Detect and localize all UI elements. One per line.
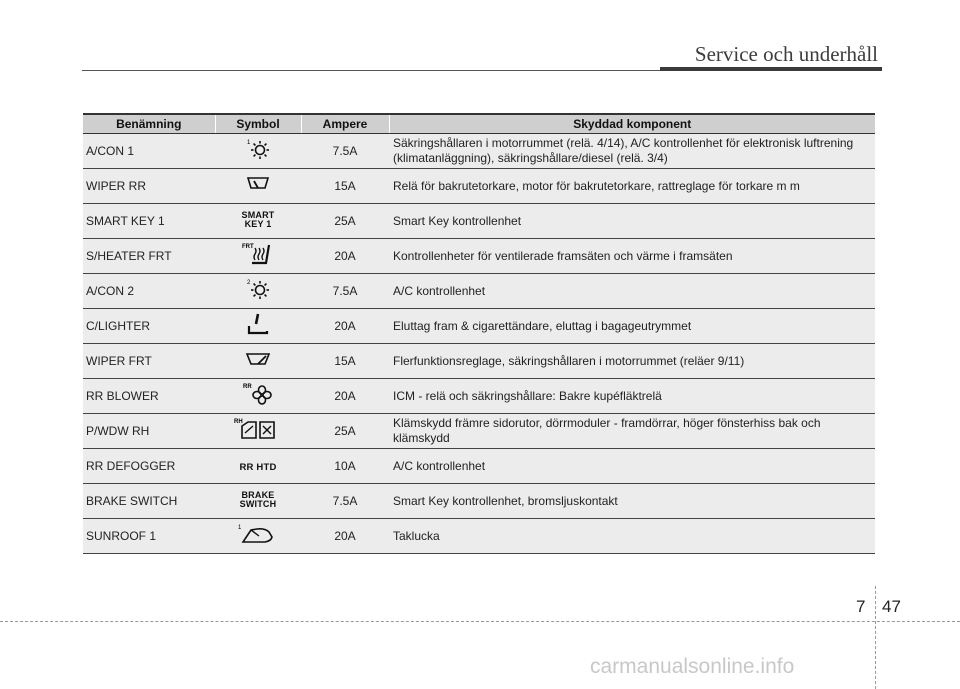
fuse-ampere: 15A — [301, 169, 389, 204]
fuse-symbol-cell — [215, 519, 301, 554]
fuse-component: Säkringshållaren i motorrummet (relä. 4/14), A/C kontrollenhet för elektronisk luftrening (klimatanläggning), säkringshållare/diesel (relä. 3/4) — [389, 134, 875, 169]
column-header-symbol: Symbol — [215, 114, 301, 134]
fuse-component: Relä för bakrutetorkare, motor för bakrutetorkare, rattreglage för torkare m m — [389, 169, 875, 204]
column-header-component: Skyddad komponent — [389, 114, 875, 134]
fuse-component: A/C kontrollenhet — [389, 449, 875, 484]
table-row — [83, 484, 875, 519]
fuse-name: S/HEATER FRT — [83, 239, 215, 274]
fuse-ampere: 7.5A — [301, 134, 389, 169]
fuse-symbol-cell — [215, 344, 301, 379]
table-row — [83, 449, 875, 484]
fuse-component: Smart Key kontrollenhet, bromsljuskontakt — [389, 484, 875, 519]
fuse-name: SMART KEY 1 — [83, 204, 215, 239]
power-window-icon — [228, 415, 288, 443]
fuse-ampere: 7.5A — [301, 274, 389, 309]
rear-wiper-icon — [228, 170, 288, 198]
fuse-symbol-superscript: FRT — [242, 244, 254, 250]
fuse-ampere: 10A — [301, 449, 389, 484]
fuse-symbol-label-line: BRAKE — [241, 490, 275, 500]
fuse-symbol-cell — [215, 414, 301, 449]
ac-2-icon — [228, 275, 288, 303]
fuse-ampere: 25A — [301, 414, 389, 449]
fuse-name: WIPER RR — [83, 169, 215, 204]
cigar-lighter-icon — [228, 310, 288, 338]
fuse-symbol-label-line: SMART — [241, 210, 275, 220]
fuse-symbol-cell — [215, 449, 301, 484]
table-row — [83, 309, 875, 344]
fuse-symbol-label-line: RR HTD — [239, 461, 277, 473]
fuse-table — [83, 113, 875, 554]
table-row — [83, 379, 875, 414]
fuse-symbol-superscript: RR — [243, 384, 252, 390]
fuse-symbol-superscript: 2 — [247, 280, 251, 286]
fuse-symbol-label-line: SWITCH — [239, 499, 277, 509]
table-row — [83, 274, 875, 309]
ac-1-icon — [228, 135, 288, 163]
page-header-title: Service och underhåll — [694, 42, 878, 66]
fuse-symbol-cell — [215, 204, 301, 239]
sunroof-icon — [228, 520, 288, 548]
fuse-symbol-cell — [215, 169, 301, 204]
fuse-ampere: 20A — [301, 309, 389, 344]
fuse-name: RR BLOWER — [83, 379, 215, 414]
fuse-name: A/CON 1 — [83, 134, 215, 169]
header-rule-accent — [660, 67, 882, 71]
fuse-symbol-superscript: 1 — [247, 140, 251, 146]
table-row — [83, 519, 875, 554]
page-section-number: 7 — [856, 597, 866, 616]
fuse-symbol-cell — [215, 484, 301, 519]
watermark: carmanualsonline.info — [590, 655, 795, 678]
fuse-ampere: 25A — [301, 204, 389, 239]
fuse-name: SUNROOF 1 — [83, 519, 215, 554]
rear-blower-icon — [228, 380, 288, 408]
fuse-ampere: 20A — [301, 379, 389, 414]
fuse-component: Klämskydd främre sidorutor, dörrmoduler - framdörrar, höger fönsterhiss bak och klämskydd — [389, 414, 875, 449]
fuse-symbol-label-line: KEY 1 — [244, 219, 272, 229]
fuse-component: Smart Key kontrollenhet — [389, 204, 875, 239]
footer-divider — [875, 586, 876, 689]
seat-heater-icon — [228, 240, 288, 268]
fuse-component: Taklucka — [389, 519, 875, 554]
fuse-symbol-superscript: RH — [234, 419, 243, 425]
fuse-component: ICM - relä och säkringshållare: Bakre kupéfläktrelä — [389, 379, 875, 414]
table-row — [83, 134, 875, 169]
fuse-name: C/LIGHTER — [83, 309, 215, 344]
fuse-symbol-label — [239, 463, 276, 472]
page-number: 47 — [882, 597, 901, 616]
column-header-ampere: Ampere — [301, 114, 389, 134]
fuse-symbol-cell — [215, 309, 301, 344]
table-row — [83, 204, 875, 239]
fuse-name: RR DEFOGGER — [83, 449, 215, 484]
fuse-component: A/C kontrollenhet — [389, 274, 875, 309]
fuse-name: BRAKE SWITCH — [83, 484, 215, 519]
fuse-symbol-superscript: 1 — [238, 525, 242, 531]
fuse-symbol-cell — [215, 239, 301, 274]
table-row — [83, 344, 875, 379]
fuse-component: Kontrollenheter för ventilerade framsäten och värme i framsäten — [389, 239, 875, 274]
footer-rule — [0, 621, 960, 622]
table-row — [83, 169, 875, 204]
fuse-symbol-cell — [215, 274, 301, 309]
fuse-ampere: 15A — [301, 344, 389, 379]
fuse-name: P/WDW RH — [83, 414, 215, 449]
table-row — [83, 239, 875, 274]
front-wiper-icon — [228, 345, 288, 373]
fuse-component: Eluttag fram & cigarettändare, eluttag i bagageutrymmet — [389, 309, 875, 344]
fuse-ampere: 7.5A — [301, 484, 389, 519]
fuse-component: Flerfunktionsreglage, säkringshållaren i motorrummet (reläer 9/11) — [389, 344, 875, 379]
fuse-name: A/CON 2 — [83, 274, 215, 309]
table-row — [83, 414, 875, 449]
column-header-name: Benämning — [83, 114, 215, 134]
fuse-ampere: 20A — [301, 519, 389, 554]
fuse-name: WIPER FRT — [83, 344, 215, 379]
fuse-ampere: 20A — [301, 239, 389, 274]
fuse-symbol-label — [240, 491, 277, 509]
fuse-symbol-label — [242, 211, 275, 229]
fuse-symbol-cell — [215, 134, 301, 169]
fuse-table-header — [83, 114, 875, 134]
fuse-symbol-cell — [215, 379, 301, 414]
